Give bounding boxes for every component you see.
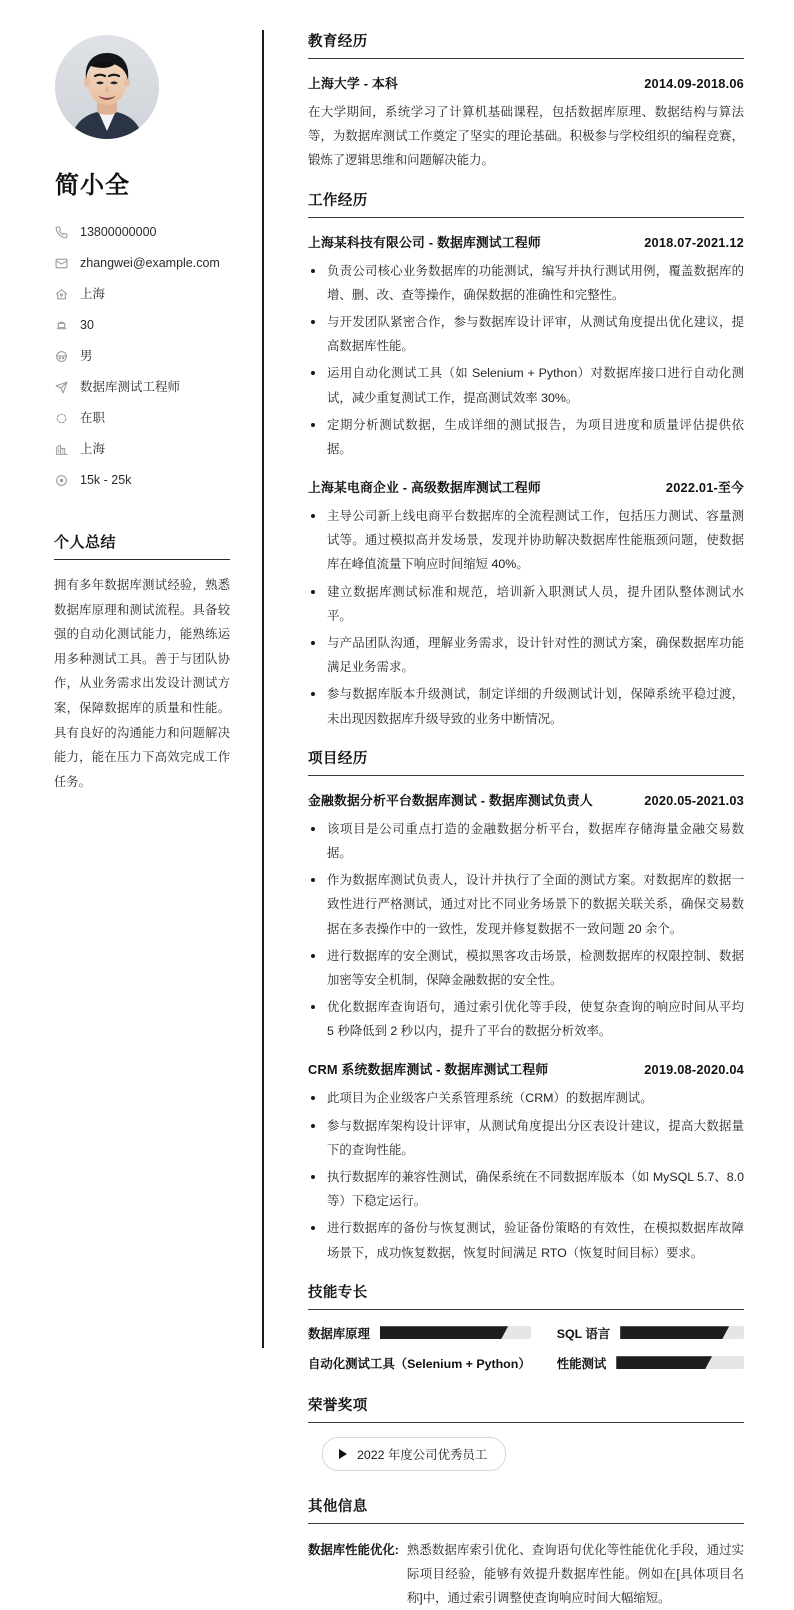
entry-title: 上海某电商企业 - 高级数据库测试工程师 [308, 480, 541, 496]
contact-value: 13800000000 [80, 225, 157, 240]
bullet-list [308, 504, 744, 731]
contact-item-job-title [54, 375, 233, 400]
salary-coin-icon [54, 473, 69, 488]
skill-row [308, 1354, 531, 1372]
bullet-item: 作为数据库测试负责人，设计并执行了全面的测试方案。对数据库的数据一致性进行严格测试，通过对比不同业务场景下的数据关联关系，确保交易数据在多表操作中的一致性，发现并修复数据不一致问题 20 余个。 [308, 868, 744, 941]
contact-value: 男 [80, 349, 93, 364]
entry-header [308, 232, 744, 251]
contact-item-gender [54, 344, 233, 369]
work-entry [308, 232, 744, 462]
section-divider [308, 1422, 744, 1423]
other-info-row [308, 1538, 744, 1610]
avatar [55, 35, 159, 139]
summary-divider [54, 559, 230, 560]
honor-list [308, 1437, 744, 1471]
skill-progress-fill [380, 1326, 508, 1339]
entry-description: 在大学期间，系统学习了计算机基础课程，包括数据库原理、数据结构与算法等，为数据库测试工作奠定了坚实的理论基础。积极参与学校组织的编程竞赛，锻炼了逻辑思维和问题解决能力。 [308, 105, 744, 168]
section-title: 荣誉奖项 [308, 1397, 368, 1414]
contact-value: 数据库测试工程师 [80, 380, 181, 395]
section-skills [308, 1281, 744, 1372]
skill-label: 数据库原理 [308, 1326, 370, 1341]
contact-value: zhangwei@example.com [80, 256, 220, 271]
section-honors [308, 1394, 744, 1471]
home-icon [54, 287, 69, 302]
section-title: 教育经历 [308, 34, 368, 50]
gender-icon [54, 349, 69, 364]
section-title: 工作经历 [308, 192, 368, 209]
bullet-item: 与产品团队沟通，理解业务需求，设计针对性的测试方案，确保数据库功能满足业务需求。 [308, 631, 744, 679]
skill-row [557, 1354, 744, 1372]
bullet-item: 主导公司新上线电商平台数据库的全流程测试工作，包括压力测试、容量测试等。通过模拟高并发场景，发现并协助解决数据库性能瓶颈问题，使数据库在峰值流量下响应时间缩短 40%。 [308, 504, 744, 577]
entry-header [308, 1059, 744, 1078]
bullet-item: 进行数据库的安全测试，模拟黑客攻击场景，检测数据库的权限控制、数据加密等安全机制，保障金融数据的安全性。 [308, 944, 744, 992]
project-entry [308, 790, 744, 1044]
education-entry [308, 73, 744, 173]
other-info-value: 熟悉数据库索引优化、查询语句优化等性能优化手段，通过实际项目经验，能够有效提升数据库性能。例如在[具体项目名称]中，通过索引调整使查询响应时间大幅缩短。 [406, 1542, 744, 1606]
building-icon [54, 442, 69, 457]
skill-label: 自动化测试工具（Selenium + Python） [308, 1356, 531, 1371]
bullet-item: 与开发团队紧密合作，参与数据库设计评审，从测试角度提出优化建议，提高数据库性能。 [308, 310, 744, 358]
section-title: 技能专长 [308, 1284, 368, 1301]
skill-label: SQL 语言 [556, 1326, 611, 1341]
section-divider [308, 1523, 744, 1524]
sidebar [0, 0, 263, 1390]
skill-progress-bar [620, 1326, 744, 1339]
bullet-item: 参与数据库架构设计评审，从测试角度提出分区表设计建议，提高大数据量下的查询性能。 [308, 1114, 744, 1162]
other-info-key: 数据库性能优化: [308, 1542, 399, 1557]
paper-plane-icon [54, 380, 69, 395]
entry-date: 2019.08-2020.04 [644, 1062, 744, 1078]
bullet-item: 执行数据库的兼容性测试，确保系统在不同数据库版本（如 MySQL 5.7、8.0 等）下稳定运行。 [308, 1165, 744, 1213]
contact-item-job-status [54, 406, 233, 431]
section-work [308, 189, 744, 731]
contact-item-salary [54, 468, 233, 493]
section-projects [308, 747, 744, 1265]
entry-header [308, 73, 744, 92]
age-icon [54, 318, 69, 333]
work-entry [308, 477, 744, 731]
bullet-item: 建立数据库测试标准和规范，培训新入职测试人员，提升团队整体测试水平。 [308, 580, 744, 628]
entry-date: 2018.07-2021.12 [644, 234, 744, 250]
honor-tag [322, 1437, 506, 1471]
bullet-item: 负责公司核心业务数据库的功能测试，编写并执行测试用例，覆盖数据库的增、删、改、查等操作，确保数据的准确性和完整性。 [308, 259, 744, 307]
bullet-list [308, 817, 744, 1044]
phone-icon [54, 225, 69, 240]
skill-progress-bar [380, 1326, 531, 1339]
main-content [263, 0, 794, 1606]
entry-date: 2022.01-至今 [665, 480, 744, 496]
section-education [308, 30, 744, 173]
entry-header [308, 790, 744, 809]
entry-title: 上海某科技有限公司 - 数据库测试工程师 [308, 234, 541, 250]
skill-label: 性能测试 [556, 1356, 607, 1371]
triangle-right-icon [339, 1449, 347, 1459]
skill-row [308, 1324, 531, 1342]
skill-row [557, 1324, 744, 1342]
contact-value: 15k - 25k [80, 473, 132, 488]
bullet-list [308, 1086, 744, 1264]
bullet-item: 运用自动化测试工具（如 Selenium + Python）对数据库接口进行自动化测试，减少重复测试工作，提高测试效率 30%。 [308, 361, 744, 409]
bullet-item: 优化数据库查询语句，通过索引优化等手段，使复杂查询的响应时间从平均 5 秒降低到 2 秒以内，提升了平台的数据分析效率。 [308, 995, 744, 1043]
skill-progress-fill [616, 1356, 712, 1369]
bullet-item: 定期分析测试数据，生成详细的测试报告，为项目进度和质量评估提供依据。 [308, 413, 744, 461]
contact-list [54, 220, 233, 493]
entry-title: 金融数据分析平台数据库测试 - 数据库测试负责人 [308, 792, 593, 808]
status-refresh-icon [54, 411, 69, 426]
contact-item-age [54, 313, 233, 338]
skills-grid [308, 1324, 744, 1372]
project-entry [308, 1059, 744, 1264]
bullet-item: 参与数据库版本升级测试，制定详细的升级测试计划，保障系统平稳过渡，未出现因数据库升级导致的业务中断情况。 [308, 682, 744, 730]
honor-label: 2022 年度公司优秀员工 [357, 1447, 488, 1462]
contact-item-location [54, 282, 233, 307]
contact-value: 上海 [80, 287, 106, 302]
section-divider [308, 217, 744, 218]
contact-value: 在职 [80, 411, 106, 426]
bullet-item: 该项目是公司重点打造的金融数据分析平台，数据库存储海量金融交易数据。 [308, 817, 744, 865]
contact-value: 上海 [80, 442, 106, 457]
section-other-info [308, 1495, 744, 1610]
bullet-item: 进行数据库的备份与恢复测试，验证备份策略的有效性，在模拟数据库故障场景下，成功恢复数据，恢复时间满足 RTO（恢复时间目标）要求。 [308, 1216, 744, 1264]
skill-progress-fill [620, 1326, 729, 1339]
summary-text: 拥有多年数据库测试经验，熟悉数据库原理和测试流程。具备较强的自动化测试能力，能熟练运用多种测试工具。善于与团队协作，从业务需求出发设计测试方案，保障数据库的质量和性能。具有良好的沟通能力和问题解决能力，能在压力下高效完成工作任务。 [54, 578, 230, 789]
section-title: 其他信息 [308, 1498, 368, 1515]
person-name: 简小全 [55, 172, 130, 199]
summary-section-title: 个人总结 [54, 534, 117, 551]
entry-header [308, 477, 744, 496]
entry-title: CRM 系统数据库测试 - 数据库测试工程师 [308, 1062, 549, 1078]
bullet-list [308, 259, 744, 462]
entry-date: 2014.09-2018.06 [644, 76, 744, 91]
entry-date: 2020.05-2021.03 [644, 792, 744, 808]
section-title: 项目经历 [308, 750, 368, 767]
section-divider [308, 1309, 744, 1310]
section-divider [308, 775, 744, 776]
skill-progress-bar [616, 1356, 744, 1369]
contact-item-phone [54, 220, 233, 245]
column-divider [262, 30, 264, 1348]
contact-value: 30 [80, 318, 94, 333]
contact-item-work-city [54, 437, 233, 462]
contact-item-email [54, 251, 233, 276]
envelope-icon [54, 256, 69, 271]
entry-title: 上海大学 - 本科 [308, 76, 398, 91]
section-divider [308, 58, 744, 59]
bullet-item: 此项目为企业级客户关系管理系统（CRM）的数据库测试。 [308, 1086, 744, 1110]
